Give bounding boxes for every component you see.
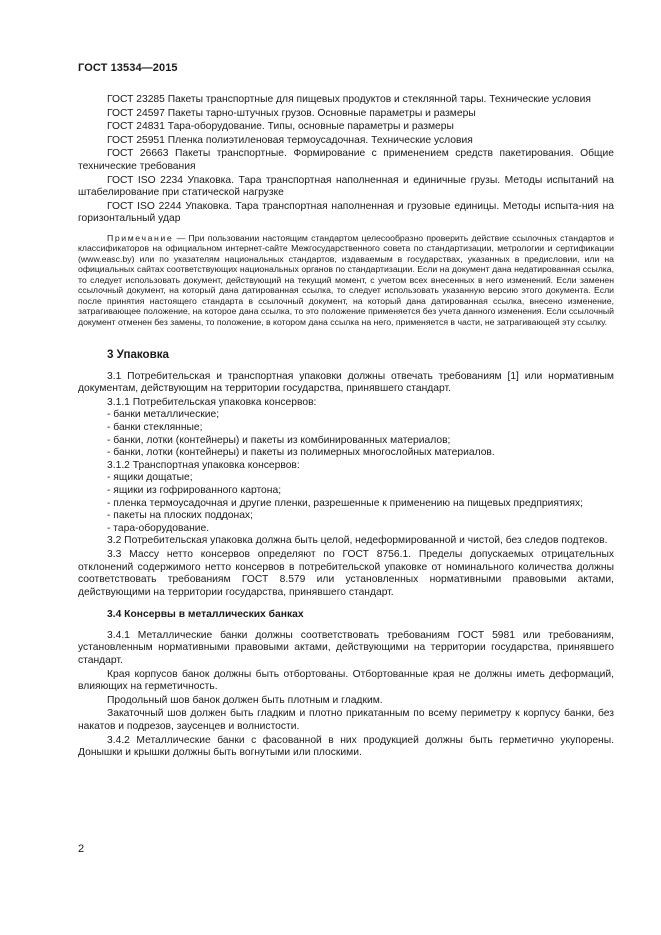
reference-item: ГОСТ 23285 Пакеты транспортные для пищевых продуктов и стеклянной тары. Технические условия <box>107 94 591 105</box>
list-item: - банки стеклянные; <box>107 421 203 433</box>
paragraph: Закаточный шов должен быть гладким и плотно прикатанным по всему периметру к корпусу банки, без накатов и подрезов, заусенцев и волнистости. <box>78 708 614 733</box>
note-label: Примечание <box>107 232 174 243</box>
paragraph-3-4-1: 3.4.1 Металлические банки должны соответствовать требованиям ГОСТ 5981 или требованиям, установленным нормативными правовыми актами, действующими на территории государства, принявшего стандарт. <box>78 629 614 667</box>
list-item: - тара-оборудование. <box>107 522 210 534</box>
document-header: ГОСТ 13534—2015 <box>78 62 178 74</box>
paragraph-3-2: 3.2 Потребительская упаковка должна быть целой, недеформированной и чистой, без следов подтеков. <box>107 535 608 547</box>
reference-item: ГОСТ 26663 Пакеты транспортные. Формирование с применением средств пакетирования. Общие технические требования <box>78 148 614 172</box>
list-item: - пакеты на плоских поддонах; <box>107 510 253 522</box>
reference-item: ГОСТ 24597 Пакеты тарно-штучных грузов. Основные параметры и размеры <box>107 107 476 119</box>
list-item: - ящики из гофрированного картона; <box>107 484 282 496</box>
list-item: - пленка термоусадочная и другие пленки, разрешенные к применению на пищевых предприятиях; <box>107 497 584 509</box>
references-list <box>78 94 614 226</box>
list-item: - банки металлические; <box>107 409 220 421</box>
paragraph: Продольный шов банок должен быть плотным и гладким. <box>107 694 383 706</box>
reference-item: ГОСТ ISO 2244 Упаковка. Тара транспортная наполненная и грузовые единицы. Методы испыта-ния на горизонтальный удар <box>78 200 614 225</box>
paragraph: Края корпусов банок должны быть отбортованы. Отбортованные края не должны иметь деформаций, влияющих на герметичность. <box>78 668 614 693</box>
section-heading: 3 Упаковка <box>107 348 169 362</box>
page-number: 2 <box>78 843 85 855</box>
paragraph-3-4-2: 3.4.2 Металлические банки с фасованной в них продукцией должны быть герметично укупорены. Донышки и крышки должны быть вогнутыми или плоскими. <box>78 734 614 759</box>
reference-item: ГОСТ 24831 Тара-оборудование. Типы, основные параметры и размеры <box>107 121 454 133</box>
paragraph-3-1-2: 3.1.2 Транспортная упаковка консервов: <box>107 459 300 471</box>
subsection-heading: 3.4 Консервы в металлических банках <box>107 609 304 621</box>
paragraph-3-3: 3.3 Массу нетто консервов определяют по ГОСТ 8756.1. Пределы допускаемых отрицательных отклонений содержимого нетто консервов в потребительской упаковке от номинального количества должны соответствовать требованиям ГОСТ 8.579 или установленных нормативными правовыми актами, действующими на территории государства, принявшего стандарт. <box>78 548 614 598</box>
reference-item: ГОСТ 25951 Пленка полиэтиленовая термоусадочная. Технические условия <box>107 134 473 146</box>
note-text: — При пользовании настоящим стандартом целесообразно проверить действие ссылочных стандартов и классификаторов на официальном интернет-сайте Межгосударственного совета по стандартизации, метрологии и сертификации (www.easc.by) или по указателям национальных стандартов, издаваемым в государствах, указанных в предисловии, или на официальных сайтах соответствующих национальных органов по стандартизации. Если на документ дана недатированная ссылка, то следует использовать документ, действующий на текущий момент, с учетом всех внесенных в него изменений. Если заменен ссылочный документ, на который дана датированная ссылка, то следует использовать указанную версию этого документа. Если после принятия настоящего стандарта в ссылочный документ, на который дана датированная ссылка, внесено изменение, затрагивающее положение, на которое дана ссылка, то это положение применяется без учета данного изменения. Если ссылочный документ отменен без замены, то положение, в котором дана ссылка на него, применяется в части, не затрагивающей эту ссылку. <box>78 232 614 327</box>
reference-note <box>78 233 614 327</box>
paragraph-3-1: 3.1 Потребительская и транспортная упаковки должны отвечать требованиям [1] или нормативным документам, действующим на территории государства, принявшего стандарт. <box>78 370 614 395</box>
paragraph-3-1-1: 3.1.1 Потребительская упаковка консервов: <box>107 396 317 408</box>
list-item: - банки, лотки (контейнеры) и пакеты из полимерных многослойных материалов. <box>107 447 495 459</box>
list-item: - банки, лотки (контейнеры) и пакеты из комбинированных материалов; <box>107 434 451 446</box>
page-body <box>78 94 614 761</box>
reference-item: ГОСТ ISO 2234 Упаковка. Тара транспортная наполненная и единичные грузы. Методы испытаний на штабелирование при статической нагрузке <box>78 174 614 199</box>
list-item: - ящики дощатые; <box>107 472 193 484</box>
